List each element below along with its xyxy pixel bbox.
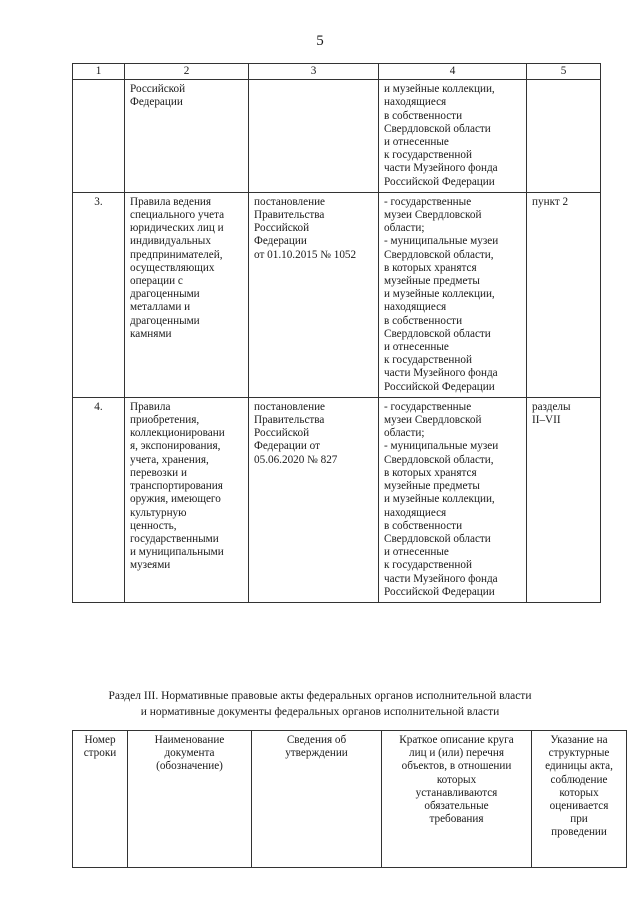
text-line: постановление xyxy=(254,400,326,413)
text-line: осуществляющих xyxy=(130,261,215,274)
text-line: музеи Свердловской xyxy=(384,414,482,427)
section-iii-table xyxy=(72,730,627,868)
text-line: части Музейного фонда xyxy=(384,367,498,380)
text-line: строки xyxy=(83,747,117,760)
text-line: Свердловской области xyxy=(384,122,491,135)
section-title-line: и нормативные документы федеральных органов исполнительной власти xyxy=(140,706,500,718)
text-line: и муниципальными xyxy=(130,546,224,559)
text-line: Федерации xyxy=(130,96,183,109)
text-line: документа xyxy=(164,747,215,760)
text-line: Российской Федерации xyxy=(384,175,495,188)
text-line: музеи Свердловской xyxy=(384,209,482,222)
requirements-table xyxy=(72,63,601,603)
text-line: при xyxy=(570,813,588,826)
header-row-number xyxy=(73,731,128,868)
document-name-cell xyxy=(125,397,249,602)
page-number: 5 xyxy=(316,33,324,49)
text-line: части Музейного фонда xyxy=(384,572,498,585)
text-line: находящиеся xyxy=(384,301,447,314)
text-line: области; xyxy=(384,222,425,235)
text-line: обязательные xyxy=(424,800,489,813)
text-line: Наименование xyxy=(154,734,225,746)
text-line: я, экспонирования, xyxy=(130,440,221,453)
structural-units-cell xyxy=(527,397,601,602)
row-number: 4. xyxy=(73,397,125,602)
text-line: - государственные xyxy=(384,195,472,208)
text-line: перевозки и xyxy=(130,466,187,479)
text-line: пункт 2 xyxy=(532,195,569,208)
text-line: Федерации xyxy=(254,235,307,248)
text-line: и музейные коллекции, xyxy=(384,288,495,301)
text-line: которых xyxy=(436,773,477,786)
text-line: лиц и (или) перечня xyxy=(409,747,504,760)
text-line: Указание на xyxy=(550,734,608,746)
text-line: государственными xyxy=(130,532,219,545)
text-line: музеями xyxy=(130,559,171,572)
approval-cell xyxy=(249,397,379,602)
row-number xyxy=(73,80,125,193)
text-line: Номер xyxy=(84,734,116,746)
column-number: 3 xyxy=(249,64,379,80)
text-line: и музейные коллекции, xyxy=(384,493,495,506)
table-row xyxy=(73,80,601,193)
text-line: Российской Федерации xyxy=(384,585,495,598)
approval-cell xyxy=(249,80,379,193)
text-line: проведении xyxy=(551,826,607,839)
text-line: Правила ведения xyxy=(130,195,212,208)
text-line: музейные предметы xyxy=(384,480,480,493)
text-line: Свердловской области xyxy=(384,532,491,545)
text-line: - муниципальные музеи xyxy=(384,235,499,248)
text-line: и отнесенные xyxy=(384,341,449,354)
text-line: музейные предметы xyxy=(384,275,480,288)
text-line: части Музейного фонда xyxy=(384,162,498,175)
table-header-row xyxy=(73,731,627,868)
header-document-name xyxy=(128,731,252,868)
text-line: операции с xyxy=(130,275,183,288)
text-line: металлами и xyxy=(130,301,191,314)
text-line: Правительства xyxy=(254,209,325,222)
text-line: от 01.10.2015 № 1052 xyxy=(254,248,357,261)
structural-units-cell xyxy=(527,80,601,193)
text-line: и отнесенные xyxy=(384,136,449,149)
text-line: драгоценными xyxy=(130,288,200,301)
text-line: юридических лиц и xyxy=(130,222,224,235)
text-line: требования xyxy=(429,813,484,826)
text-line: транспортирования xyxy=(130,480,223,493)
text-line: коллекционировани xyxy=(130,427,225,440)
text-line: и музейные коллекции, xyxy=(384,83,495,96)
header-description xyxy=(382,731,532,868)
text-line: находящиеся xyxy=(384,96,447,109)
column-number-row xyxy=(73,64,601,80)
text-line: соблюдение xyxy=(550,773,608,786)
text-line: предпринимателей, xyxy=(130,248,223,261)
section-title xyxy=(0,688,640,720)
description-cell xyxy=(379,80,527,193)
text-line: приобретения, xyxy=(130,414,200,427)
text-line: Правила xyxy=(130,400,171,413)
text-line: к государственной xyxy=(384,354,472,367)
text-line: культурную xyxy=(130,506,187,519)
text-line: Сведения об xyxy=(286,734,347,746)
table-row xyxy=(73,192,601,397)
text-line: и отнесенные xyxy=(384,546,449,559)
text-line: 05.06.2020 № 827 xyxy=(254,453,338,466)
text-line: II–VII xyxy=(532,414,561,427)
text-line: в собственности xyxy=(384,519,463,532)
text-line: Краткое описание круга xyxy=(399,734,514,746)
text-line: камнями xyxy=(130,327,172,340)
column-number: 2 xyxy=(125,64,249,80)
text-line: учета, хранения, xyxy=(130,453,209,466)
text-line: Правительства xyxy=(254,414,325,427)
column-number: 4 xyxy=(379,64,527,80)
text-line: Федерации от xyxy=(254,440,320,453)
text-line: единицы акта, xyxy=(545,760,613,773)
text-line: структурные xyxy=(548,747,610,760)
column-number: 1 xyxy=(73,64,125,80)
text-line: оценивается xyxy=(549,800,609,813)
text-line: индивидуальных xyxy=(130,235,211,248)
text-line: - муниципальные музеи xyxy=(384,440,499,453)
text-line: специального учета xyxy=(130,209,225,222)
text-line: в которых хранятся xyxy=(384,261,477,274)
table-row xyxy=(73,397,601,602)
column-number: 5 xyxy=(527,64,601,80)
text-line: в которых хранятся xyxy=(384,466,477,479)
text-line: которых xyxy=(559,786,599,799)
text-line: ценность, xyxy=(130,519,177,532)
text-line: к государственной xyxy=(384,559,472,572)
text-line: разделы xyxy=(532,400,571,413)
text-line: Свердловской области, xyxy=(384,248,494,261)
description-cell xyxy=(379,397,527,602)
text-line: Российской xyxy=(254,427,310,440)
text-line: Российской xyxy=(254,222,310,235)
text-line: Свердловской области, xyxy=(384,453,494,466)
text-line: постановление xyxy=(254,195,326,208)
text-line: Российской Федерации xyxy=(384,380,495,393)
text-line: находящиеся xyxy=(384,506,447,519)
text-line: оружия, имеющего xyxy=(130,493,221,506)
text-line: Российской xyxy=(130,83,186,96)
text-line: - государственные xyxy=(384,400,472,413)
text-line: (обозначение) xyxy=(156,760,223,773)
structural-units-cell xyxy=(527,192,601,397)
text-line: драгоценными xyxy=(130,314,200,327)
text-line: в собственности xyxy=(384,314,463,327)
document-name-cell xyxy=(125,80,249,193)
text-line: области; xyxy=(384,427,425,440)
document-name-cell xyxy=(125,192,249,397)
section-title-line: Раздел III. Нормативные правовые акты федеральных органов исполнительной власти xyxy=(108,690,532,702)
header-approval-info xyxy=(252,731,382,868)
description-cell xyxy=(379,192,527,397)
row-number: 3. xyxy=(73,192,125,397)
header-structural-units xyxy=(532,731,627,868)
approval-cell xyxy=(249,192,379,397)
text-line: в собственности xyxy=(384,109,463,122)
text-line: устанавливаются xyxy=(415,786,498,799)
text-line: объектов, в отношении xyxy=(401,760,512,773)
text-line: к государственной xyxy=(384,149,472,162)
text-line: Свердловской области xyxy=(384,327,491,340)
text-line: утверждении xyxy=(285,747,348,760)
